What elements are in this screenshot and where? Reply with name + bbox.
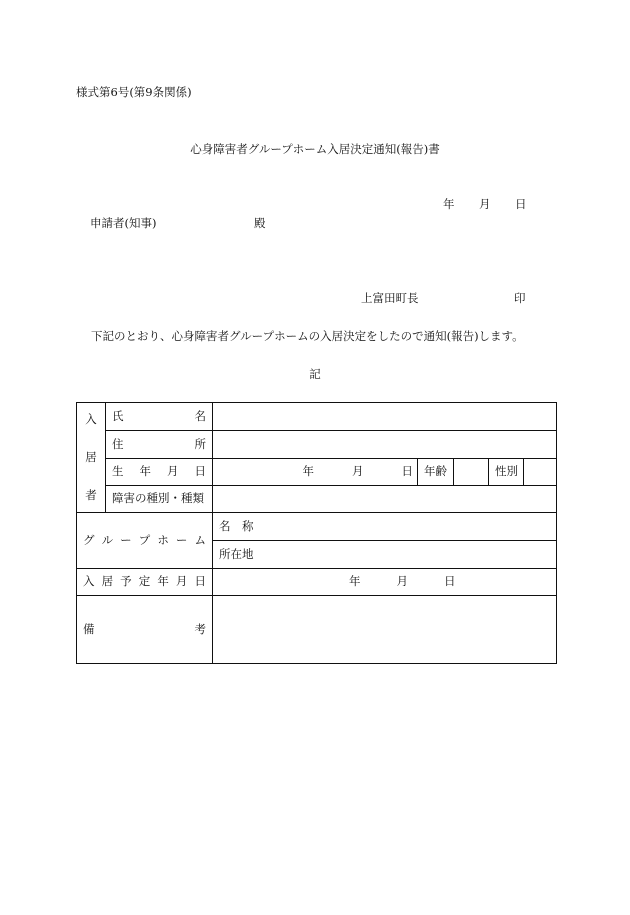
- move-in-char-1: 入: [83, 574, 95, 589]
- birth-month-unit: 月: [352, 464, 364, 479]
- move-in-year-unit: 年: [349, 574, 361, 589]
- name-value-cell[interactable]: [213, 403, 557, 431]
- grouphome-char-2: ル: [101, 532, 114, 547]
- remarks-char-2: 考: [194, 621, 206, 636]
- gh-location-cell[interactable]: [213, 541, 557, 569]
- header-date-day: 日: [515, 197, 527, 211]
- remarks-value-cell[interactable]: [213, 596, 557, 664]
- birth-label-char-3: 月: [167, 464, 179, 479]
- issuer-name: 上富田町長: [361, 291, 419, 305]
- row-move-in: [77, 569, 557, 596]
- move-in-char-2: 居: [101, 574, 114, 589]
- entry-table: [76, 402, 557, 664]
- row-remarks: [77, 596, 557, 664]
- address-label-cell: [106, 431, 213, 459]
- header-date-year: 年: [443, 197, 455, 211]
- name-label-char-2: 名: [194, 408, 206, 423]
- resident-char-1: 入: [85, 411, 97, 426]
- header-date-month: 月: [479, 197, 491, 211]
- resident-char-3: 者: [85, 488, 97, 502]
- grouphome-char-6: ー: [175, 532, 188, 547]
- grouphome-char-3: ー: [120, 532, 132, 547]
- move-in-char-5: 年: [157, 574, 169, 589]
- form-number: 様式第6号(第9条関係): [76, 85, 192, 99]
- gh-name-label: 名 称: [219, 518, 254, 533]
- issuer-seal: 印: [514, 291, 526, 305]
- recipient-label: 申請者(知事): [90, 216, 157, 230]
- age-value-cell[interactable]: [454, 459, 489, 486]
- grouphome-char-7: ム: [194, 532, 206, 547]
- grouphome-char-5: ホ: [157, 532, 169, 547]
- address-label-char-2: 所: [194, 436, 206, 451]
- sex-value-cell[interactable]: [524, 459, 557, 486]
- row-gh-name: [77, 513, 557, 541]
- sex-label-cell: 性別: [489, 459, 524, 486]
- grouphome-char-4: プ: [138, 532, 151, 547]
- name-label-cell: [106, 403, 213, 431]
- move-in-char-7: 日: [194, 574, 206, 589]
- move-in-label-cell: [77, 569, 213, 596]
- recipient-honorific: 殿: [254, 216, 266, 230]
- body-text: 下記のとおり、心身障害者グループホームの入居決定をしたので通知(報告)します。: [91, 329, 524, 343]
- move-in-day-unit: 日: [444, 574, 456, 589]
- disability-value-cell[interactable]: [213, 486, 557, 513]
- birth-year-unit: 年: [302, 464, 314, 479]
- resident-group-cell: [77, 403, 106, 513]
- resident-char-2: 居: [85, 449, 97, 464]
- gh-name-cell[interactable]: [213, 513, 557, 541]
- birth-day-unit: 日: [401, 464, 413, 479]
- birthdate-value-cell[interactable]: [213, 459, 418, 486]
- birth-label-char-2: 年: [139, 464, 151, 479]
- row-name: [77, 403, 557, 431]
- ki-marker: 記: [309, 367, 321, 381]
- remarks-char-1: 備: [83, 621, 95, 636]
- birth-label-char-4: 日: [194, 464, 206, 479]
- name-label-char-1: 氏: [112, 408, 124, 423]
- move-in-char-6: 月: [175, 574, 188, 589]
- document-title: 心身障害者グループホーム入居決定通知(報告)書: [190, 142, 440, 156]
- age-label-cell: 年齢: [418, 459, 454, 486]
- gh-location-label: 所在地: [219, 546, 254, 561]
- birth-label-cell: [106, 459, 213, 486]
- birth-label-char-1: 生: [112, 464, 124, 479]
- address-value-cell[interactable]: [213, 431, 557, 459]
- grouphome-label-cell: [77, 513, 213, 569]
- move-in-char-4: 定: [138, 574, 151, 589]
- address-label-char-1: 住: [112, 436, 124, 451]
- row-disability: [77, 486, 557, 513]
- disability-label-cell: 障害の種別・種類: [106, 486, 213, 513]
- move-in-month-unit: 月: [396, 574, 408, 589]
- grouphome-char-1: グ: [83, 532, 95, 547]
- row-birthdate: [77, 459, 557, 486]
- move-in-char-3: 予: [120, 574, 132, 589]
- row-address: [77, 431, 557, 459]
- remarks-label-cell: [77, 596, 213, 664]
- move-in-value-cell[interactable]: [213, 569, 557, 596]
